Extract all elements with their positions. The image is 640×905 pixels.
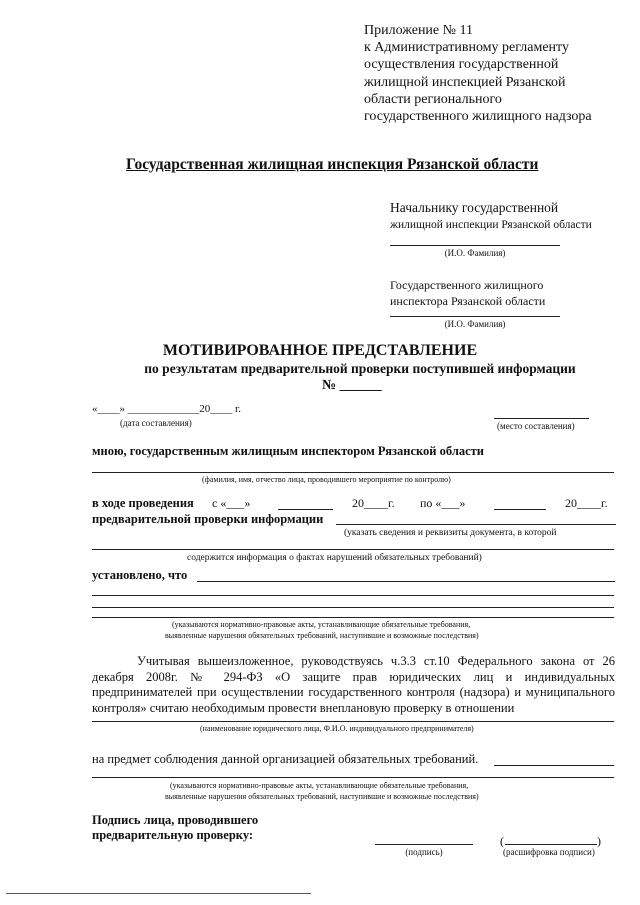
subject-text: на предмет соблюдения данной организацией обязательных требований.: [92, 752, 479, 766]
period-to: по «___»: [420, 496, 466, 510]
signature-line: [390, 245, 560, 246]
field-caption: (фамилия, имя, отчество лица, проводившего мероприятие по контролю): [202, 475, 451, 484]
signature-line: [505, 844, 597, 845]
field-caption: (указываются нормативно-правовые акты, устанавливающие обязательные требования,: [172, 620, 471, 629]
addressee-line: Начальнику государственной: [390, 200, 559, 215]
appendix-line: осуществления государственной: [364, 57, 559, 73]
period-from: с «___»: [212, 496, 251, 510]
field-caption: (подпись): [405, 847, 443, 857]
appendix-line: Приложение № 11: [364, 23, 473, 38]
appendix-line: жилищной инспекцией Рязанской: [364, 74, 566, 90]
month-line: [278, 509, 333, 510]
footer-rule: [6, 893, 311, 894]
field-caption: выявленные нарушения обязательных требований, наступившие и возможные последствия): [165, 631, 479, 640]
month-line: [494, 509, 546, 510]
doc-number: № ______: [322, 378, 382, 393]
signature-label: предварительную проверку:: [92, 828, 254, 842]
fill-line: [92, 777, 614, 778]
fill-line: [92, 721, 614, 722]
appendix-line: к Административному регламенту: [364, 40, 569, 56]
signature-label: Подпись лица, проводившего: [92, 813, 259, 827]
period-lead: в ходе проведения: [92, 496, 194, 510]
field-caption: (место составления): [497, 421, 575, 431]
doc-title: МОТИВИРОВАННОЕ ПРЕДСТАВЛЕНИЕ: [162, 342, 478, 359]
fill-line: [494, 765, 614, 766]
place-line: [494, 418, 589, 419]
addressee-line: Государственного жилищного: [390, 278, 544, 292]
fill-line: [92, 607, 614, 608]
fill-line: [92, 617, 614, 618]
field-caption: (дата составления): [120, 418, 192, 428]
field-caption: (наименование юридического лица, Ф.И.О. индивидуального предпринимателя): [200, 724, 474, 733]
doc-subtitle: по результатам предварительной проверки поступившей информации: [144, 361, 576, 376]
field-caption: (И.О. Фамилия): [444, 319, 506, 329]
field-caption: (расшифровка подписи): [503, 847, 595, 857]
appendix-line: государственного жилищного надзора: [364, 109, 592, 125]
signature-line: [390, 316, 560, 317]
body-paragraph: Учитывая вышеизложенное, руководствуясь ч.3.3 ст.10 Федерального закона от 26 декабря 2008г. № 294-ФЗ «О защите прав юридических лиц и индивидуальных предпринимателей при осуществлении государственного контроля (надзора) и муниципального контроля» считаю необходимым провести внеплановую проверку в отношении: [92, 654, 615, 715]
fill-line: [92, 549, 614, 550]
agency-header: Государственная жилищная инспекция Рязанской области: [126, 156, 539, 173]
paren-close: ): [597, 834, 601, 848]
period-year: 20____г.: [352, 496, 395, 510]
field-caption: выявленные нарушения обязательных требований, наступившие и возможные последствия): [165, 792, 479, 801]
field-caption: (И.О. Фамилия): [444, 248, 506, 258]
addressee-line: жилищной инспекции Рязанской области: [390, 219, 592, 231]
field-caption: (указываются нормативно-правовые акты, устанавливающие обязательные требования,: [170, 781, 469, 790]
appendix-block: [364, 22, 614, 125]
signature-line: [375, 844, 473, 845]
period-year: 20____г.: [565, 496, 608, 510]
period-lead: предварительной проверки информации: [92, 512, 324, 526]
field-caption: (указать сведения и реквизиты документа, в которой: [344, 528, 557, 538]
fill-line: [92, 472, 614, 473]
field-caption: содержится информация о фактах нарушений обязательных требований): [187, 553, 482, 563]
paren-open: (: [500, 834, 504, 848]
fill-line: [92, 595, 614, 596]
fill-line: [336, 524, 616, 525]
inspector-text: мною, государственным жилищным инспектором Рязанской области: [92, 444, 484, 458]
appendix-line: области регионального: [364, 91, 502, 107]
date-field: «____» _____________20____ г.: [92, 403, 242, 415]
fill-line: [197, 581, 615, 582]
established-lead: установлено, что: [92, 568, 188, 582]
addressee-line: инспектора Рязанской области: [390, 294, 546, 308]
